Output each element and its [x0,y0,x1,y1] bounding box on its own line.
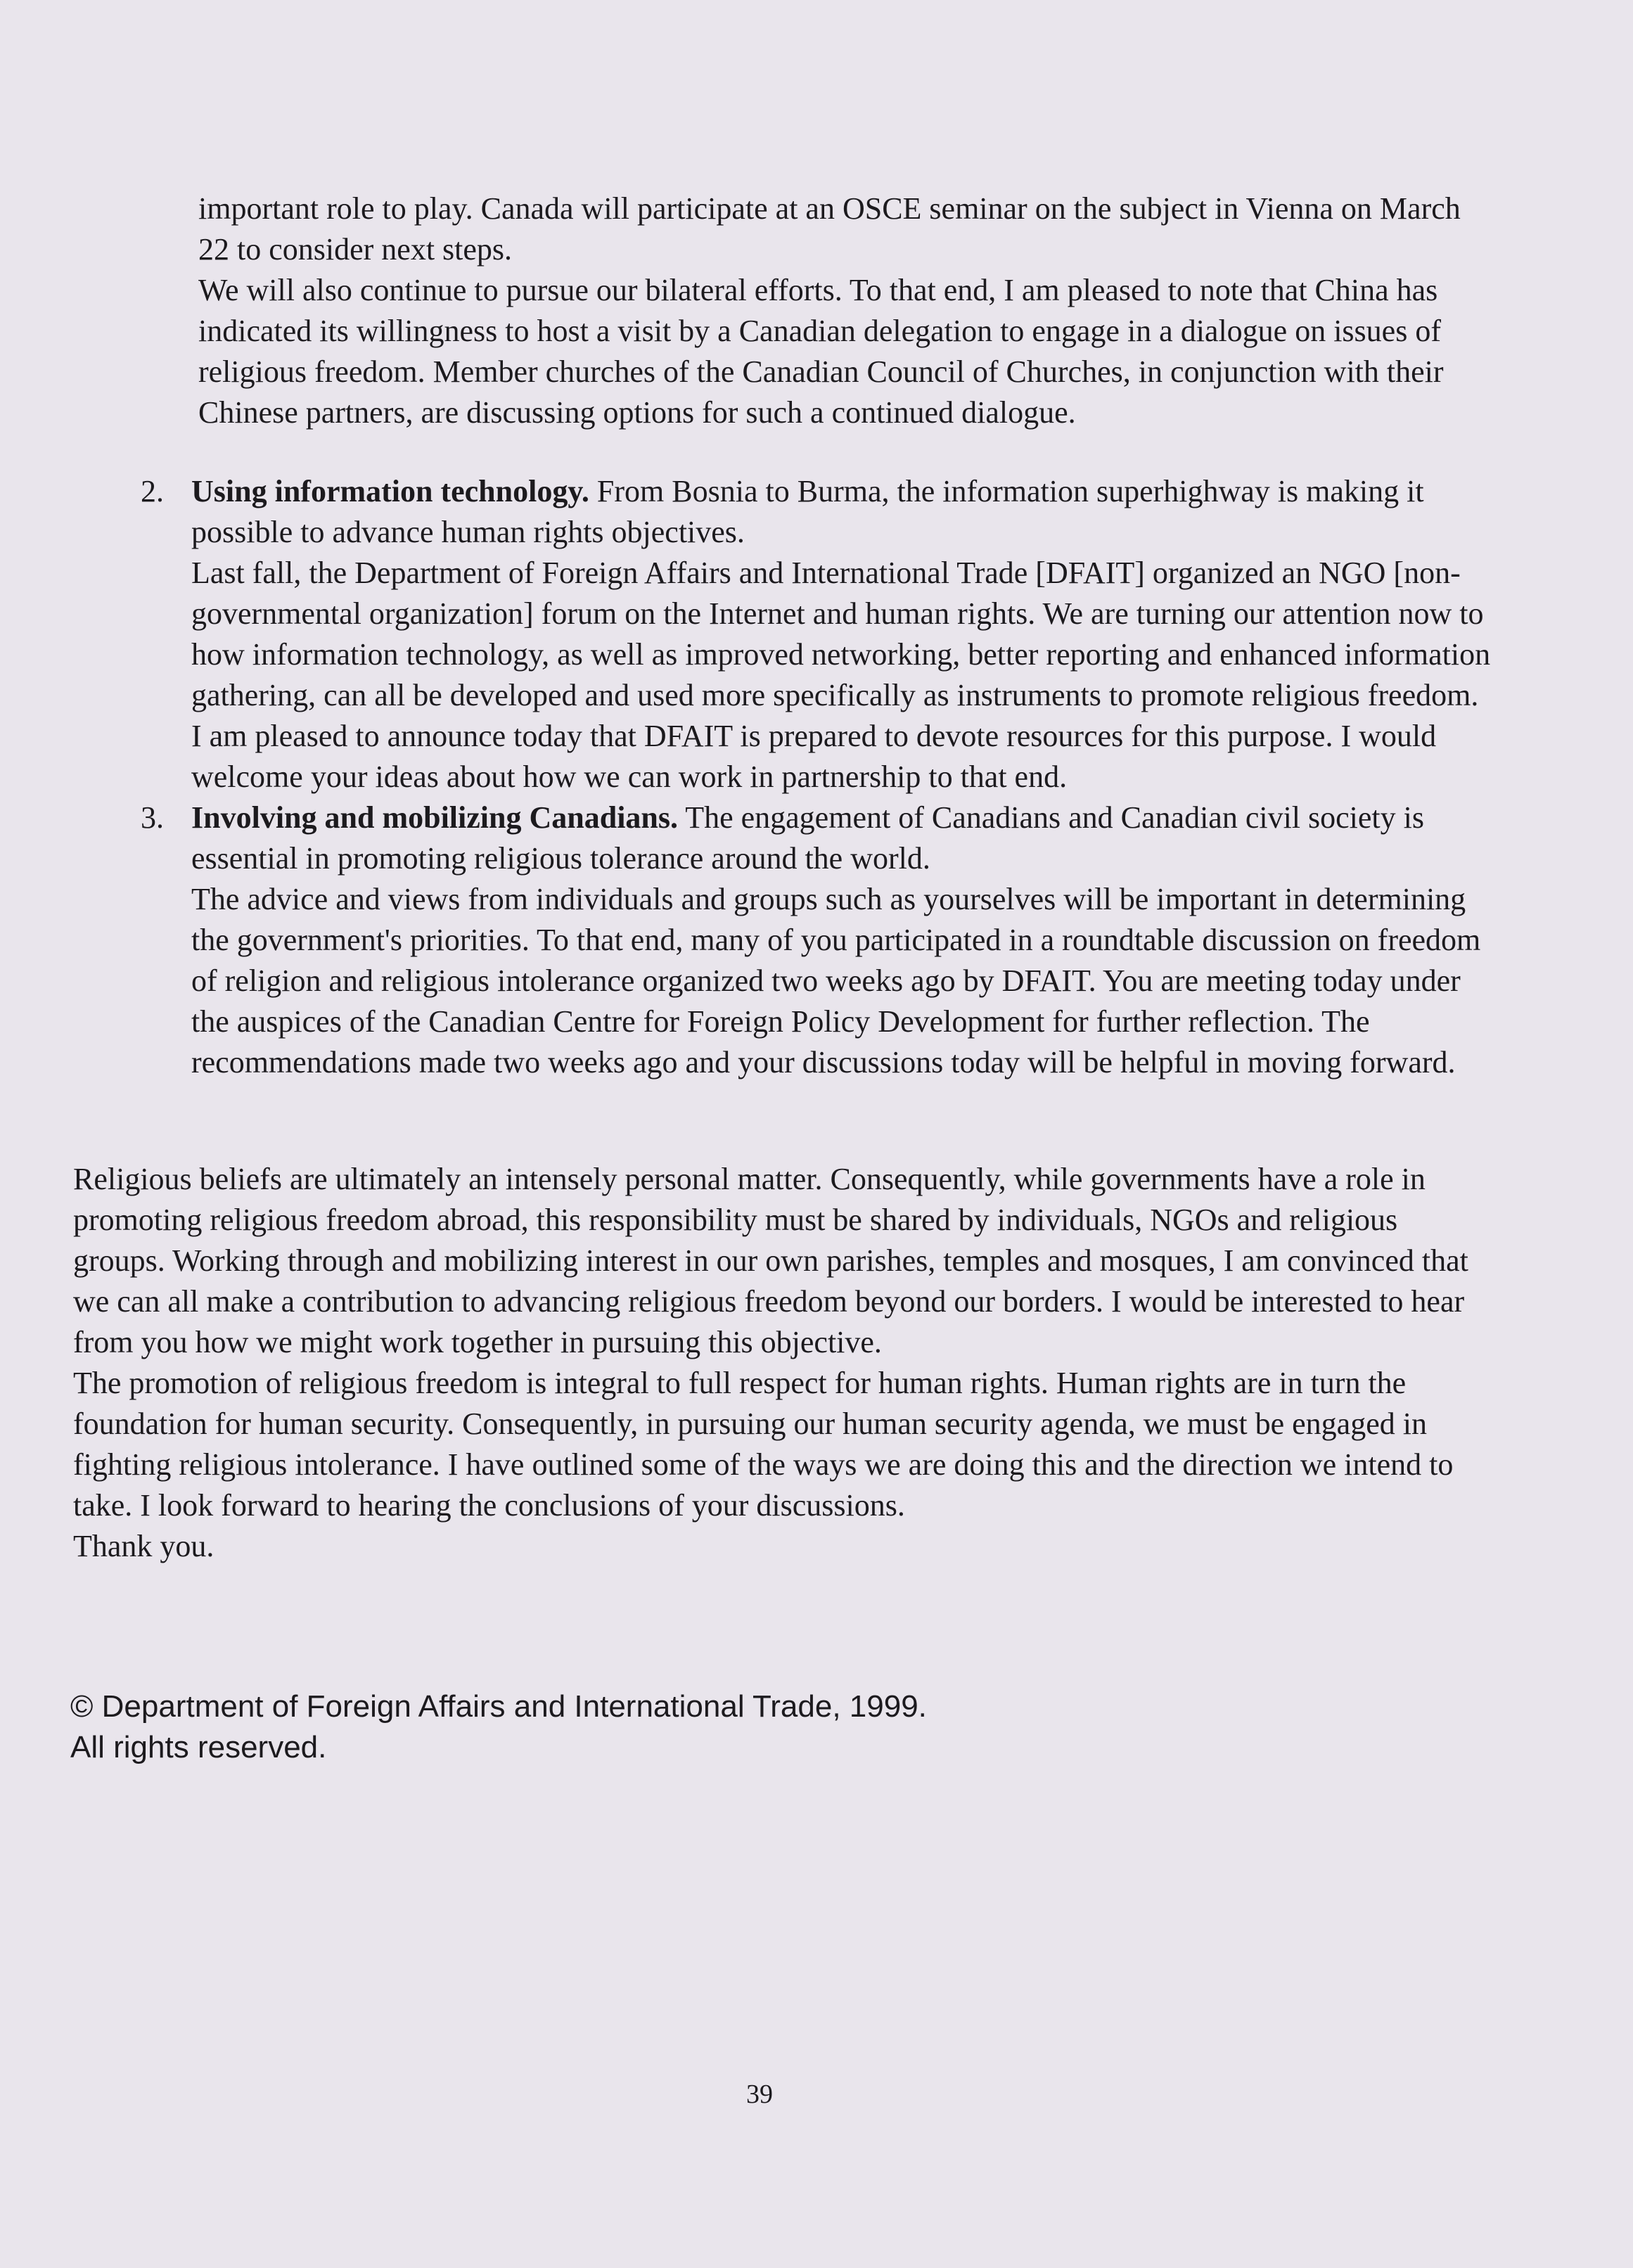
numbered-list [141,471,1492,1083]
rights-reserved-line: All rights reserved. [70,1730,327,1764]
list-item [141,797,1492,1083]
list-item-lead-text: From Bosnia to Burma, the information superhighway is making it possible to advance human rights objectives. [191,474,1424,549]
list-item-lead [191,471,1492,553]
list-item-body: The advice and views from individuals and groups such as yourselves will be important in determining the government's priorities. To that end, many of you participated in a roundtable discussion on freedom of religion and religious intolerance organized two weeks ago by DFAIT. You are meeting today under the auspices of the Canadian Centre for Foreign Policy Development for further reflection. The recommendations made two weeks ago and your discussions today will be helpful in moving forward. [191,882,1481,1079]
list-item-lead-text: The engagement of Canadians and Canadian civil society is essential in promoting religious tolerance around the world. [191,800,1424,876]
intro-paragraph-1: important role to play. Canada will participate at an OSCE seminar on the subject in Vienna on March 22 to consider next steps. [198,191,1461,267]
list-item-body: Last fall, the Department of Foreign Affairs and International Trade [DFAIT] organized an NGO [non-governmental organization] forum on the Internet and human rights. We are turning our attention now to how information technology, as well as improved networking, better reporting and enhanced information gathering, can all be developed and used more specifically as instruments to promote religious freedom. I am pleased to announce today that DFAIT is prepared to devote resources for this purpose. I would welcome your ideas about how we can work in partnership to that end. [191,556,1491,794]
copyright-notice [70,1686,1196,1768]
closing-paragraph-2: The promotion of religious freedom is integral to full respect for human rights. Human rights are in turn the foundation for human security. Consequently, in pursuing our human security agenda, we must be engaged in fighting religious intolerance. I have outlined some of the ways we are doing this and the direction we intend to take. I look forward to hearing the conclusions of your discussions. [73,1366,1454,1523]
list-item-number: 3. [141,800,164,835]
closing-thanks: Thank you. [73,1529,214,1563]
page-number: 39 [746,2080,773,2109]
closing-section [73,1159,1480,1567]
list-item-lead [191,797,1492,879]
list-item-heading: Using information technology. [191,474,589,508]
copyright-line: © Department of Foreign Affairs and International Trade, 1999. [70,1689,927,1724]
intro-section [198,188,1492,433]
list-item-heading: Involving and mobilizing Canadians. [191,800,679,835]
list-item [141,471,1492,797]
list-item-number: 2. [141,474,164,508]
closing-paragraph-1: Religious beliefs are ultimately an intensely personal matter. Consequently, while governments have a role in promoting religious freedom abroad, this responsibility must be shared by individuals, NGOs and religious groups. Working through and mobilizing interest in our own parishes, temples and mosques, I am convinced that we can all make a contribution to advancing religious freedom beyond our borders. I would be interested to hear from you how we might work together in pursuing this objective. [73,1162,1468,1359]
intro-paragraph-2: We will also continue to pursue our bilateral efforts. To that end, I am pleased to note that China has indicated its willingness to host a visit by a Canadian delegation to engage in a dialogue on issues of religious freedom. Member churches of the Canadian Council of Churches, in conjunction with their Chinese partners, are discussing options for such a continued dialogue. [198,273,1444,430]
